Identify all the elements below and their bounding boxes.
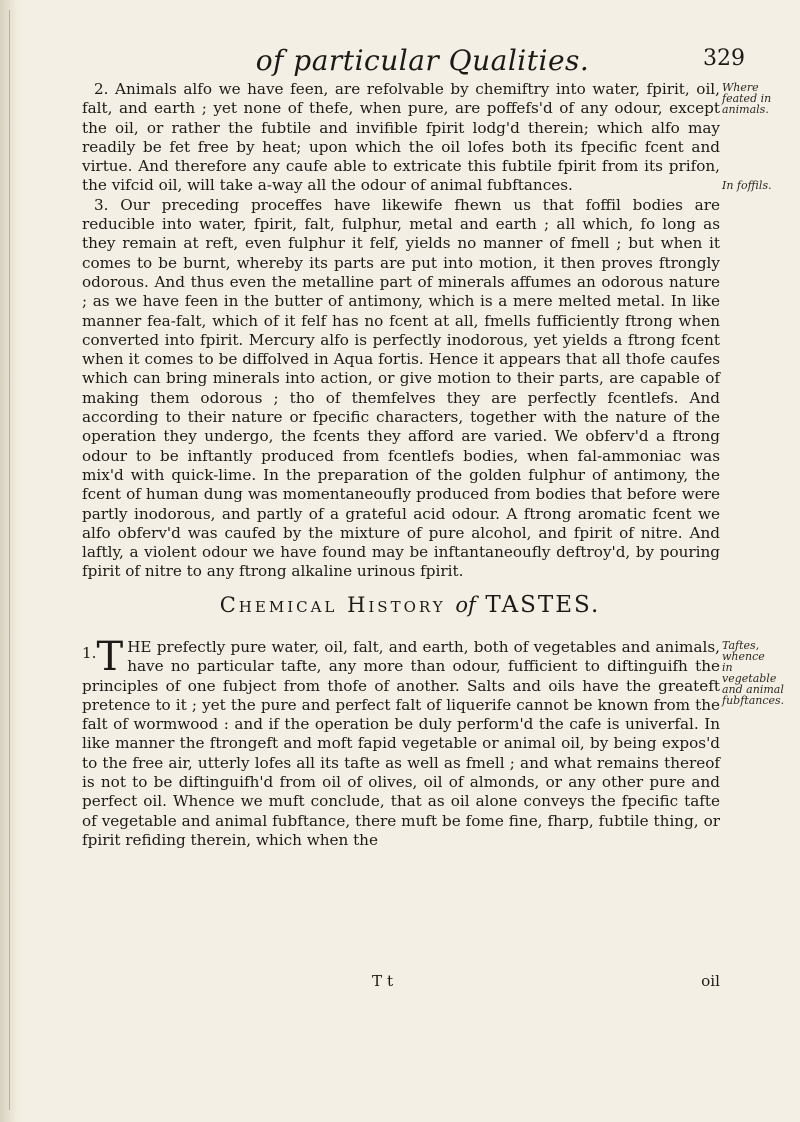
running-title: of particular Qualities. xyxy=(255,44,590,77)
margin-note-line: fubftances. xyxy=(722,694,785,707)
paragraph-fossils: 3. Our preceding proceffes have likewife fhewn us that foffil bodies are reducible into water, fpirit, falt, fulphur, metal and earth ; all which, fo long as they remain at reft, even fulphur it felf, yields no manner of fmell ; but when it comes to be burnt, whereby its parts are put into motion, it then proves ftrongly odorous. And thus even the metalline part of minerals affumes an odorous nature ; as we have feen in the butter of antimony, which is a mere melted metal. In like manner fea-falt, which of it felf has no fcent at all, fmells fufficiently ftrong when converted into fpirit. Mercury alfo is perfectly inodorous, yet yields a ftrong fcent when it comes to be diffolved in Aqua fortis. Hence it appears that all thofe caufes which can bring minerals into action, or give motion to their parts, are capable of making them odorous ; tho of themfelves they are perfectly fcentlefs. And according to their nature or fpecific characters, together with the nature of the operation they undergo, the fcents they afford are varied. We obferv'd a ftrong odour to be inftantly produced from fcentlefs bodies, when fal-ammoniac was mix'd with quick-lime. In the preparation of the golden fulphur of antimony, the fcent of human dung was momentaneoufly produced from bodies that before were partly inodorous, and partly of a grateful acid odour. A ftrong aromatic fcent we alfo obferv'd was caufed by the mixture of pure alcohol, and fpirit of nitre. And laftly, a violent odour we have found may be inftantaneoufly deftroy'd, by pouring fpirit of nitre to any ftrong alkaline urinous fpirit. xyxy=(82,195,720,581)
page-header xyxy=(100,44,745,78)
margin-note-fossils xyxy=(722,180,784,191)
drop-cap: T xyxy=(96,634,124,680)
margin-note-animals xyxy=(722,82,784,115)
signature-mark: T t xyxy=(372,972,394,990)
section-text xyxy=(82,634,720,850)
margin-note-line: Where feated in xyxy=(722,81,772,105)
binding-gutter xyxy=(0,0,22,1122)
section-number: 1. xyxy=(82,644,97,662)
margin-note-line: In foffils. xyxy=(722,179,772,192)
paragraph-animals: 2. Animals alfo we have feen, are refolvable by chemiftry into water, fpirit, oil, falt, and earth ; yet none of thefe, when pure, are poffefs'd of any odour, except the oil, or rather the fubtile and invifible fpirit lodg'd therein; which alfo may readily be fet free by heat; upon which the oil lofes both its fpecific fcent and virtue. And therefore any caufe able to extricate this fubtile fpirit from its prifon, the vifcid oil, will take a-way all the odour of animal fubftances. xyxy=(82,80,720,195)
main-text xyxy=(82,80,720,582)
gutter-line xyxy=(9,10,10,1110)
margin-note-tastes xyxy=(722,640,784,706)
heading-of: of xyxy=(455,593,476,617)
page-footer xyxy=(82,972,720,992)
heading-main: Chemical History xyxy=(219,593,446,617)
catchword: oil xyxy=(701,972,720,990)
heading-tastes: TASTES. xyxy=(485,592,601,618)
section-paragraph: HE prefectly pure water, oil, falt, and earth, both of vegetables and animals, have no particular tafte, any more than odour, fufficient to diftinguifh the principles of one fubject from thofe of another. Salts and oils have the greateft pretence to it ; yet the pure and perfect falt of liquerife cannot be known from the falt of wormwood : and if the operation be duly perform'd the cafe is univerfal. In like manner the ftrongeft and moft fapid vegetable or animal oil, by being expos'd to the free air, utterly lofes all its tafte as well as fmell ; and what remains thereof is not to be diftinguifh'd from oil of olives, oil of almonds, or any other pure and perfect oil. Whence we muft conclude, that as oil alone conveys the fpecific tafte of vegetable and animal fubftance, there muft be fome fine, fharp, fubtile thing, or fpirit refiding therein, which when the xyxy=(82,638,720,849)
page-number: 329 xyxy=(703,46,745,71)
section-heading xyxy=(100,592,720,618)
margin-note-line: Taftes, whence xyxy=(722,639,765,663)
margin-note-line: in vegetable xyxy=(722,661,777,685)
margin-note-line: animals. xyxy=(722,103,769,116)
margin-note-line: and animal xyxy=(722,683,784,696)
